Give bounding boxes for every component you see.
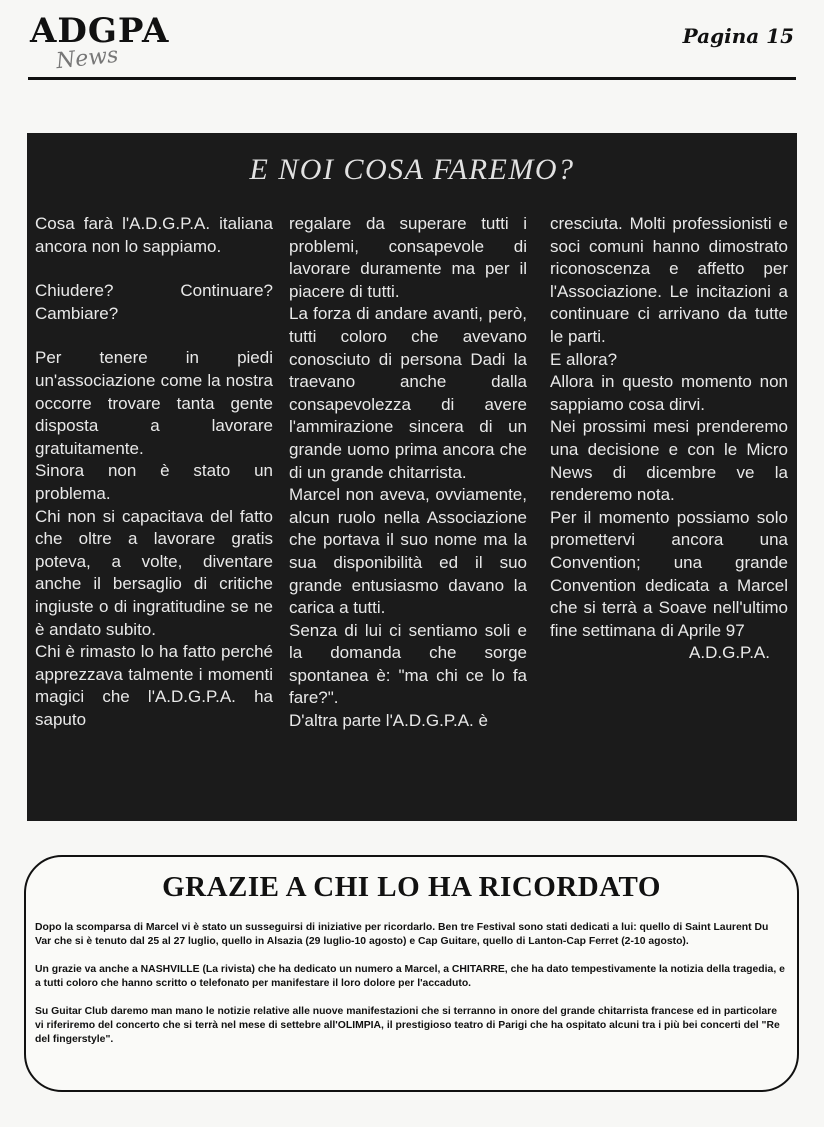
article-column-3	[550, 213, 788, 665]
logo-sub-text: News	[54, 42, 120, 75]
article-paragraph: E allora?	[550, 349, 618, 369]
header-divider	[28, 77, 796, 80]
thanks-box	[24, 855, 799, 1092]
article-paragraph: Chiudere? Continuare? Cambiare?	[35, 281, 273, 323]
article-paragraph: D'altra parte l'A.D.G.P.A. è	[289, 711, 488, 731]
thanks-title: GRAZIE A CHI LO HA RICORDATO	[162, 871, 661, 903]
article-signature: A.D.G.P.A.	[689, 643, 770, 663]
article-paragraph: Nei prossimi mesi prenderemo una decisione e con le Micro News di dicembre ve la renderemo nota.	[550, 417, 788, 505]
article-paragraph: regalare da superare tutti i problemi, consapevole di lavorare duramente ma per il piacere di tutti.	[289, 214, 527, 301]
article-column-1	[35, 213, 273, 731]
article-paragraph: Allora in questo momento non sappiamo cosa dirvi.	[550, 372, 788, 414]
article-panel	[27, 133, 797, 821]
article-paragraph: Senza di lui ci sentiamo soli e la domanda che sorge spontanea è: "ma chi ce lo fa fare?".	[289, 620, 527, 708]
page-number: Pagina 15	[682, 24, 794, 48]
article-paragraph: cresciuta. Molti professionisti e soci comuni hanno dimostrato riconoscenza e affetto per l'Associazione. Le incitazioni a continuare ci arrivano da tutte le parti.	[550, 214, 788, 346]
article-paragraph: Per il momento possiamo solo promettervi ancora una Convention; una grande Convention dedicata a Marcel che si terrà a Soave nell'ultimo fine settimana di Aprile 97	[550, 507, 788, 640]
article-paragraph: Per tenere in piedi un'associazione come la nostra occorre trovare tanta gente disposta a lavorare gratuitamente.	[35, 348, 273, 458]
thanks-paragraph: Dopo la scomparsa di Marcel vi è stato un susseguirsi di iniziative per ricordarlo. Ben tre Festival sono stati dedicati a lui: quello di Saint Laurent Du Var che si è tenuto dal 25 al 27 luglio, quello in Alsazia (29 luglio-10 agosto) e Cap Guitare, quello di Lanton-Cap Ferret (2-10 agosto).	[35, 922, 769, 947]
article-paragraph: Sinora non è stato un problema.	[35, 461, 273, 503]
thanks-paragraph: Un grazie va anche a NASHVILLE (La rivista) che ha dedicato un numero a Marcel, a CHITARRE, che ha dato tempestivamente la notizia della tragedia, e a tutti coloro che hanno scritto o telefonato per manifestare il loro dolore per l'accaduto.	[35, 964, 785, 989]
thanks-paragraph: Su Guitar Club daremo man mano le notizie relative alle nuove manifestazioni che si terranno in onore del grande chitarrista francese ed in particolare vi riferiremo del concerto che si terrà nel mese di settebre all'OLIMPIA, il prestigioso teatro di Parigi che ha ospitato alcuni tra i più bei concerti del "Re del fingerstyle".	[35, 1006, 780, 1045]
article-paragraph: Chi non si capacitava del fatto che oltre a lavorare gratis poteva, a volte, diventare anche il bersaglio di critiche ingiuste o di ingratitudine se ne è andato subito.	[35, 506, 273, 639]
article-paragraph: Cosa farà l'A.D.G.P.A. italiana ancora non lo sappiamo.	[35, 214, 273, 256]
article-paragraph: La forza di andare avanti, però, tutti coloro che avevano conosciuto di persona Dadi la traevano anche dalla consapevolezza di avere l'ammirazione sincera di un grande uomo prima ancora che di un grande chitarrista.	[289, 304, 527, 482]
article-paragraph: Chi è rimasto lo ha fatto perché apprezzava talmente i momenti magici che l'A.D.G.P.A. ha saputo	[35, 642, 273, 729]
logo-main-text: ADGPA	[30, 11, 170, 51]
article-title: E NOI COSA FAREMO?	[249, 153, 575, 186]
masthead-logo	[30, 11, 200, 75]
thanks-body	[35, 921, 787, 1061]
article-paragraph: Marcel non aveva, ovviamente, alcun ruolo nella Associazione che portava il suo nome ma la sua disponibilità ed il suo grande entusiasmo davano la carica a tutti.	[289, 485, 527, 618]
article-column-2	[289, 213, 527, 733]
